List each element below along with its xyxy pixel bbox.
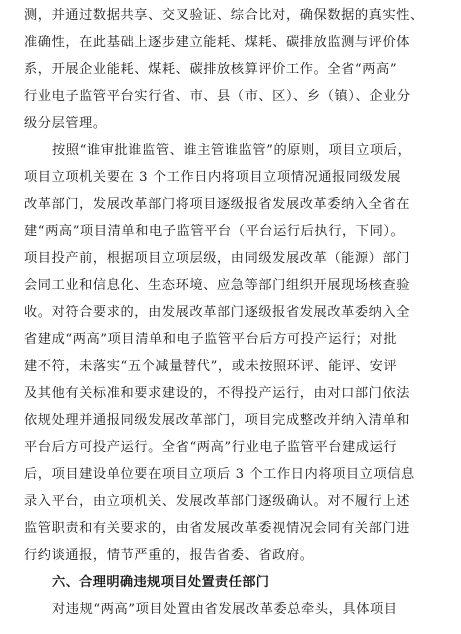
paragraph-line: 项目立项机关要在 3 个工作日内将项目立项情况通报同级发展 [24,170,402,185]
paragraph-line: 录入平台，由立项机关、发展改革部门逐级确认。对不履行上述 [24,494,411,509]
paragraph-line: 行业电子监管平台实行省、市、县（市、区）、乡（镇）、企业分 [24,89,411,104]
paragraph-line: 省建成“两高”项目清单和电子监管平台后方可投产运行；对批 [24,332,398,347]
paragraph-line: 建不符，未落实“五个减量替代”，或未按照环评、能评、安评 [24,359,398,374]
paragraph-line: 按照“谁审批谁监管、谁主管谁监管”的原则，项目立项后， [52,143,412,158]
paragraph-line: 测，并通过数据共享、交叉验证、综合比对，确保数据的真实性、 [24,8,424,23]
paragraph-line: 后，项目建设单位要在项目立项后 3 个工作日内将项目立项信息 [24,467,415,482]
paragraph-line: 监管职责和有关要求的，由省发展改革委视情况会同有关部门进 [24,521,411,536]
paragraph-line: 级分层管理。 [24,116,107,131]
paragraph-line: 对违规“两高”项目处置由省发展改革委总牵头，具体项目 [52,602,398,617]
paragraph-line: 收。对符合要求的，由发展改革部门逐级报省发展改革委纳入全 [24,305,411,320]
section-heading: 六、合理明确违规项目处置责任部门 [52,575,270,590]
paragraph-line: 会同工业和信息化、生态环境、应急等部门组织开展现场核查验 [24,278,411,293]
paragraph-line: 系，开展企业能耗、煤耗、碳排放核算评价工作。全省“两高” [24,62,398,77]
paragraph-line: 平台后方可投产运行。全省“两高”行业电子监管平台建成运行 [24,440,398,455]
paragraph-line: 建“两高”项目清单和电子监管平台（平台运行后执行，下同）。 [24,224,405,239]
paragraph-line: 准确性，在此基础上逐步建立能耗、煤耗、碳排放监测与评价体 [24,35,411,50]
paragraph-line: 行约谈通报，情节严重的，报告省委、省政府。 [24,548,314,563]
paragraph-line: 项目投产前，根据项目立项层级，由同级发展改革（能源）部门 [24,251,411,266]
paragraph-line: 及其他有关标准和要求建设的，不得投产运行，由对口部门依法 [24,386,411,401]
paragraph-line: 改革部门，发展改革部门将项目逐级报省发展改革委纳入全省在 [24,197,411,212]
paragraph-line: 依规处理并通报同级发展改革部门，项目完成整改并纳入清单和 [24,413,411,428]
